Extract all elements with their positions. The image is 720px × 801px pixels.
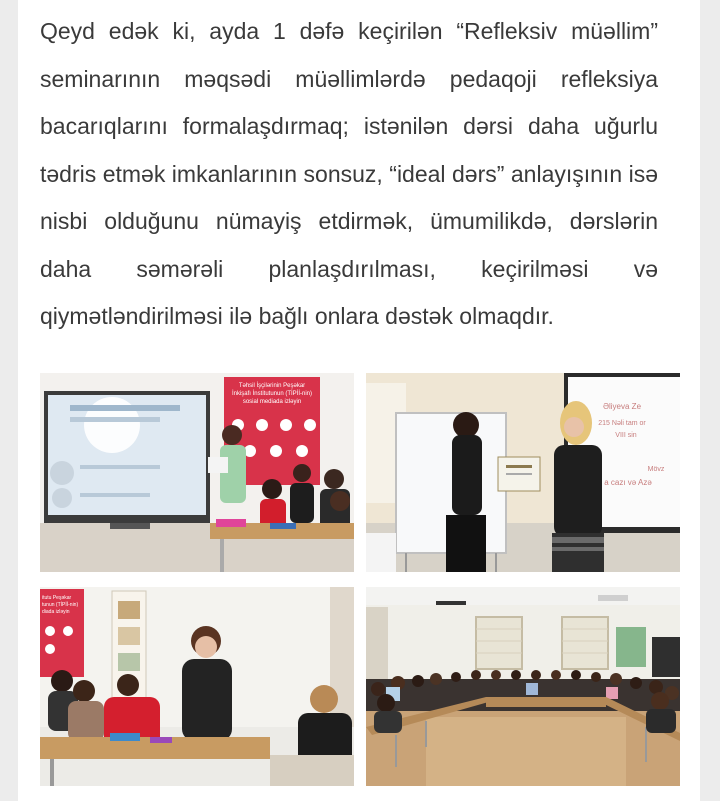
board-line-4: Mövz: [647, 466, 665, 473]
banner-line-1: itutu Peşəkar: [42, 595, 72, 601]
board-line-2: 215 Nəli tam or: [598, 420, 646, 427]
photo-certificate-award: [366, 373, 680, 572]
banner-line-2: tunun (TİPİİ-nin): [42, 602, 79, 608]
banner-line-1: Təhsil İşçilərinin Peşəkar: [238, 383, 306, 389]
photo-speaker-audience: [40, 587, 354, 786]
board-line-5: a cazı və Azə: [604, 478, 652, 487]
banner-line-3: sosial mediada izləyin: [242, 399, 302, 405]
photo-classroom-seminar: [366, 587, 680, 786]
article-card: [18, 0, 700, 801]
board-line-1: Əliyeva Ze: [602, 402, 642, 411]
banner-line-3: diada izləyin: [42, 609, 70, 615]
board-line-3: VIII sin: [615, 432, 637, 439]
banner-line-2: İnkişafı İnstitutunun (TİPİİ-nin): [231, 391, 313, 397]
photo-presentation: [40, 373, 354, 572]
article-paragraph: Qeyd edək ki, ayda 1 dəfə keçirilən “Refleksiv müəllim” seminarının məqsədi müəllimlərdə pedaqoji refleksiya bacarıqlarını formalaşdırmaq; istənilən dərsi daha uğurlu tədris etmək imkanlarının sonsuz, “ideal dərs” anlayışının isə nisbi olduğunu nümayiş etdirmək, ümumilikdə, dərslərin daha səmərəli planlaşdırılması, keçirilməsi və qiymətləndirilməsi ilə bağlı onlara dəstək olmaqdır.: [40, 18, 658, 329]
